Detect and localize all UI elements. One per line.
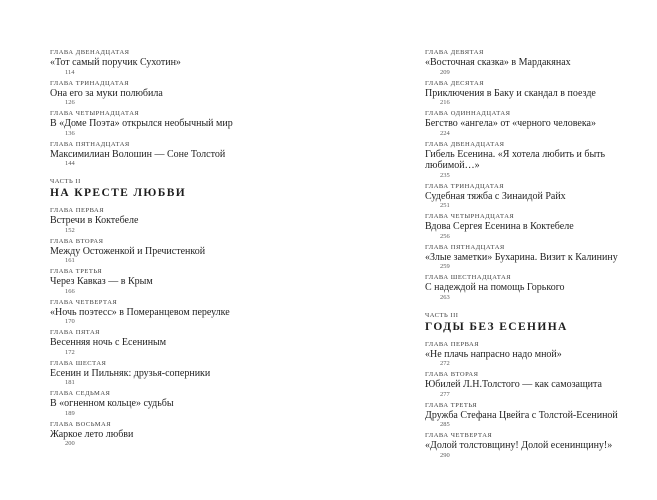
chapter-page-number: 251 xyxy=(440,202,450,209)
chapter-label: ГЛАВА ЧЕТЫРНАДЦАТАЯ xyxy=(50,110,140,117)
toc-chapter-entry xyxy=(425,109,625,138)
chapter-title: Она его за муки полюбила xyxy=(50,87,163,99)
chapter-title: Есенин и Пильняк: друзья-соперники xyxy=(50,367,211,379)
chapter-page-number: 277 xyxy=(440,390,450,398)
chapter-title: Весенняя ночь с Есениным xyxy=(50,337,167,348)
toc-chapter-entry xyxy=(50,79,360,108)
toc-chapter-entry xyxy=(425,140,625,180)
chapter-label: ГЛАВА ПЯТНАДЦАТАЯ xyxy=(50,140,130,148)
chapter-page-number: 114 xyxy=(65,68,75,76)
toc-chapter-entry xyxy=(425,182,625,211)
chapter-title: «Злые заметки» Бухарина. Визит к Калинину xyxy=(425,251,618,263)
chapter-title: Дружба Стефана Цвейга с Толстой-Есениной xyxy=(425,409,618,421)
chapter-label: ГЛАВА ДЕВЯТАЯ xyxy=(425,49,484,56)
chapter-page-number: 285 xyxy=(440,421,450,428)
toc-chapter-entry xyxy=(425,48,625,77)
chapter-label: ГЛАВА ШЕСТАЯ xyxy=(50,359,107,367)
toc-chapter-entry xyxy=(50,206,360,235)
toc-chapter-entry xyxy=(50,328,360,357)
toc-column-left xyxy=(50,48,360,450)
chapter-label: ГЛАВА ОДИННАДЦАТАЯ xyxy=(425,110,511,117)
toc-chapter-entry xyxy=(425,431,625,460)
chapter-title: «Ночь поэтесс» в Померанцевом переулке xyxy=(50,306,230,318)
chapter-title: Судебная тяжба с Зинаидой Райх xyxy=(425,190,566,202)
chapter-label: ГЛАВА ДВЕНАДЦАТАЯ xyxy=(425,140,505,148)
chapter-page-number: 272 xyxy=(440,360,450,367)
chapter-label: ГЛАВА ВОСЬМАЯ xyxy=(50,420,112,428)
chapter-page-number: 235 xyxy=(440,171,450,179)
chapter-label: ГЛАВА ПЯТНАДЦАТАЯ xyxy=(425,243,505,251)
toc-column-right xyxy=(425,48,625,462)
toc-chapter-entry xyxy=(50,140,360,169)
chapter-label: ГЛАВА ШЕСТНАДЦАТАЯ xyxy=(425,274,512,281)
chapter-title: «Восточная сказка» в Мардакянах xyxy=(425,57,571,68)
chapter-title: Гибель Есенина. «Я хотела любить и быть любимой…» xyxy=(425,148,606,171)
toc-chapter-entry xyxy=(425,79,625,108)
chapter-title: Вдова Сергея Есенина в Коктебеле xyxy=(425,221,574,232)
toc-chapter-entry xyxy=(50,359,360,388)
chapter-label: ГЛАВА СЕДЬМАЯ xyxy=(50,390,111,397)
part-title: ГОДЫ БЕЗ ЕСЕНИНА xyxy=(425,320,568,333)
chapter-page-number: 256 xyxy=(440,232,450,240)
chapter-label: ГЛАВА ДВЕНАДЦАТАЯ xyxy=(50,49,130,56)
chapter-page-number: 170 xyxy=(65,318,75,325)
chapter-label: ГЛАВА ПЯТАЯ xyxy=(50,329,101,336)
chapter-label: ГЛАВА ПЕРВАЯ xyxy=(425,340,480,348)
chapter-title: Жаркое лето любви xyxy=(50,428,134,440)
chapter-label: ГЛАВА ВТОРАЯ xyxy=(425,371,479,378)
chapter-title: С надеждой на помощь Горького xyxy=(425,282,565,293)
chapter-page-number: 181 xyxy=(65,379,75,386)
chapter-page-number: 152 xyxy=(65,226,75,234)
chapter-title: Встречи в Коктебеле xyxy=(50,215,139,226)
chapter-title: «Не плачь напрасно надо мной» xyxy=(425,348,562,360)
toc-chapter-entry xyxy=(425,401,625,430)
chapter-title: Бегство «ангела» от «черного человека» xyxy=(425,118,596,129)
chapter-title: Максимилиан Волошин — Соне Толстой xyxy=(50,148,226,160)
chapter-label: ГЛАВА ЧЕТВЕРТАЯ xyxy=(425,432,493,439)
toc-chapter-entry xyxy=(425,273,625,302)
chapter-label: ГЛАВА ЧЕТВЕРТАЯ xyxy=(50,298,118,306)
chapter-title: Юбилей Л.Н.Толстого — как самозащита xyxy=(425,379,602,390)
chapter-label: ГЛАВА ТРЕТЬЯ xyxy=(50,268,103,275)
part-title: НА КРЕСТЕ ЛЮБВИ xyxy=(50,187,187,199)
toc-chapter-entry xyxy=(425,370,625,399)
chapter-page-number: 172 xyxy=(65,348,75,356)
chapter-page-number: 136 xyxy=(65,129,75,137)
toc-chapter-entry xyxy=(50,420,360,449)
toc-chapter-entry xyxy=(50,298,360,327)
chapter-title: «Тот самый поручик Сухотин» xyxy=(50,57,181,68)
part-label: ЧАСТЬ III xyxy=(425,311,459,319)
chapter-page-number: 189 xyxy=(65,409,75,417)
toc-chapter-entry xyxy=(425,340,625,369)
chapter-label: ГЛАВА ДЕСЯТАЯ xyxy=(425,79,485,87)
chapter-label: ГЛАВА ПЕРВАЯ xyxy=(50,207,105,214)
chapter-title: Через Кавказ — в Крым xyxy=(50,276,153,287)
toc-chapter-entry xyxy=(50,389,360,418)
chapter-page-number: 290 xyxy=(440,451,450,459)
chapter-page-number: 259 xyxy=(440,263,450,270)
toc-chapter-entry xyxy=(50,48,360,77)
chapter-page-number: 200 xyxy=(65,440,75,447)
chapter-page-number: 216 xyxy=(440,99,450,106)
toc-part-header xyxy=(425,311,625,335)
toc-chapter-entry xyxy=(425,212,625,241)
toc-part-header xyxy=(50,177,360,201)
chapter-page-number: 126 xyxy=(65,99,75,106)
chapter-page-number: 144 xyxy=(65,160,75,167)
chapter-label: ГЛАВА ВТОРАЯ xyxy=(50,237,104,245)
chapter-label: ГЛАВА ТРЕТЬЯ xyxy=(425,401,478,409)
chapter-page-number: 161 xyxy=(65,257,75,264)
chapter-page-number: 209 xyxy=(440,68,450,76)
chapter-title: В «Доме Поэта» открылся необычный мир xyxy=(50,118,233,129)
chapter-title: Между Остоженкой и Пречистенкой xyxy=(50,245,206,257)
chapter-page-number: 166 xyxy=(65,287,75,295)
chapter-page-number: 263 xyxy=(440,293,450,301)
chapter-page-number: 224 xyxy=(440,129,450,137)
chapter-label: ГЛАВА ТРИНАДЦАТАЯ xyxy=(50,79,130,87)
chapter-label: ГЛАВА ЧЕТЫРНАДЦАТАЯ xyxy=(425,213,515,220)
toc-chapter-entry xyxy=(50,237,360,266)
toc-chapter-entry xyxy=(425,243,625,272)
chapter-title: В «огненном кольце» судьбы xyxy=(50,398,174,409)
toc-chapter-entry xyxy=(50,109,360,138)
chapter-title: Приключения в Баку и скандал в поезде xyxy=(425,87,596,99)
toc-chapter-entry xyxy=(50,267,360,296)
chapter-title: «Долой толстовщину! Долой есенинщину!» xyxy=(425,440,613,451)
chapter-label: ГЛАВА ТРИНАДЦАТАЯ xyxy=(425,182,505,190)
part-label: ЧАСТЬ II xyxy=(50,178,81,185)
